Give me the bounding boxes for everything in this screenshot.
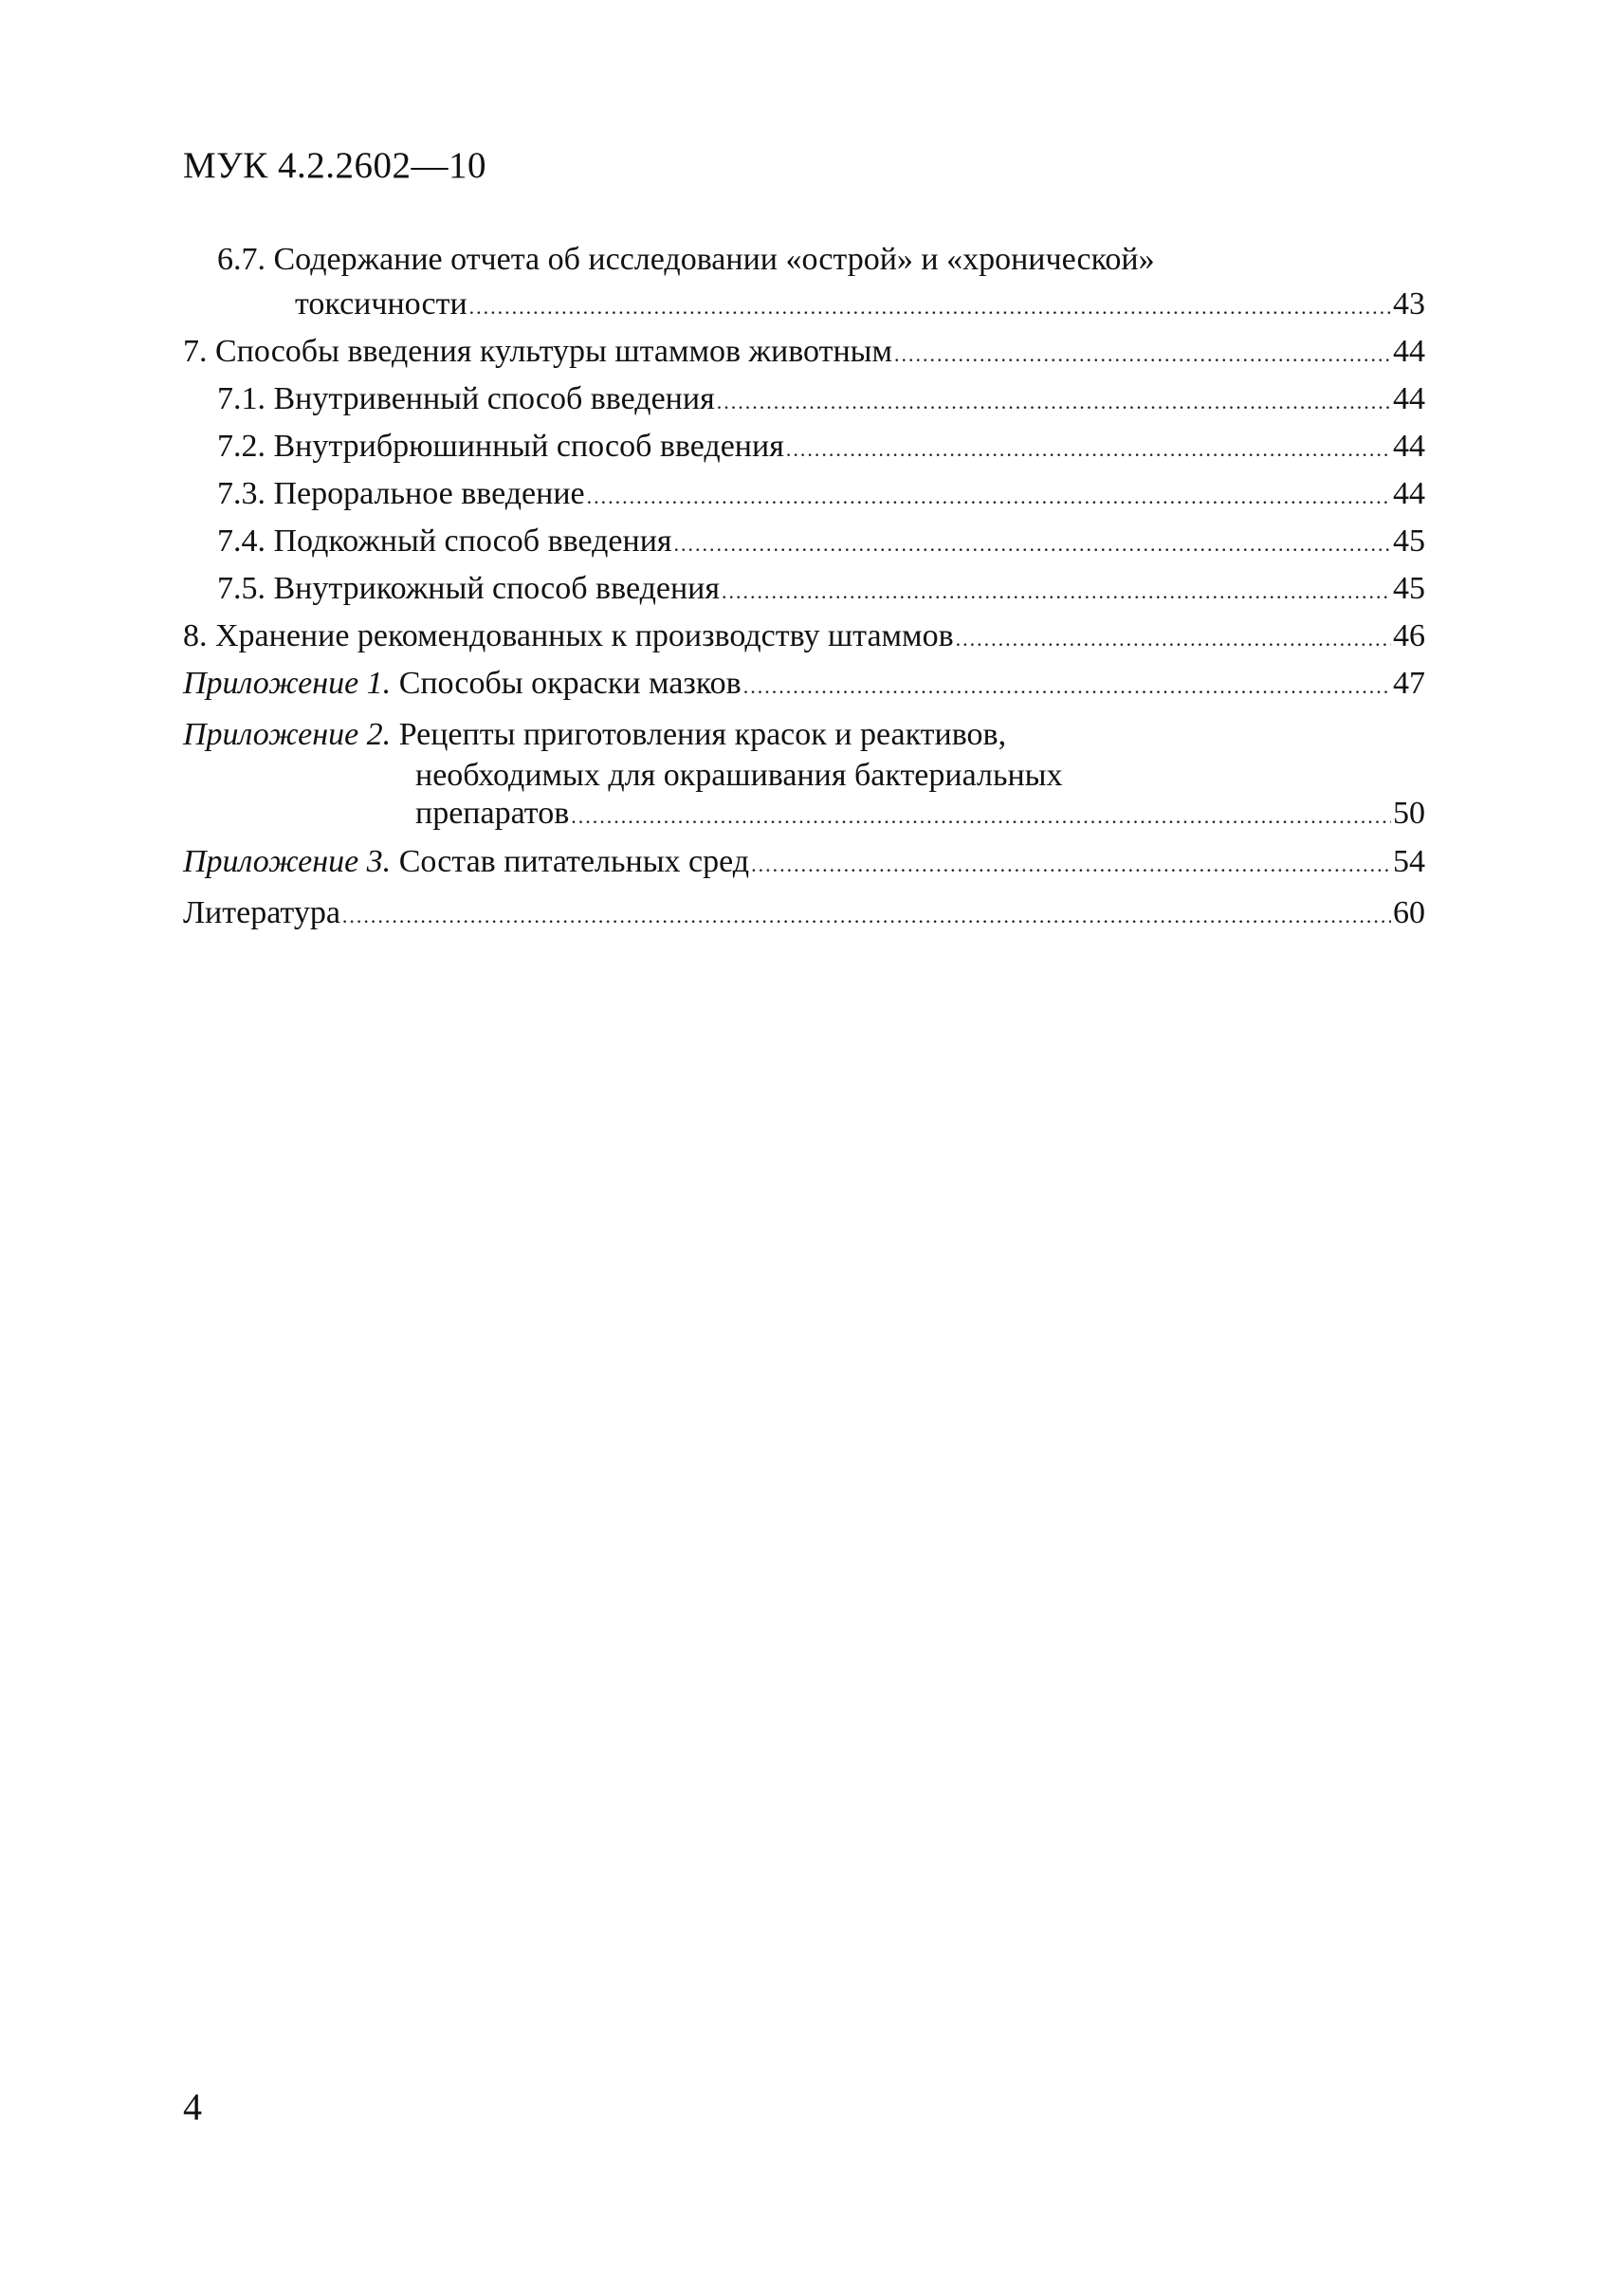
toc-page-number: 45 [1393, 523, 1425, 559]
toc-entry-title: 7. Способы введения культуры штаммов животным [183, 334, 892, 369]
toc-entry-7-1 [183, 377, 1425, 424]
toc-entry-title: 7.5. Внутрикожный способ введения [217, 571, 721, 606]
toc-entry-6-7 [183, 237, 1425, 329]
dot-leader [722, 569, 1391, 614]
toc-page-number: 60 [1393, 895, 1425, 930]
dot-leader [469, 285, 1391, 329]
toc-entry-title: 6.7. Содержание отчета об исследовании «острой» и «хронической» [217, 242, 1155, 277]
toc-appendix-2 [183, 712, 1425, 836]
toc-page-number: 45 [1393, 571, 1425, 606]
toc-entry-title: Рецепты приготовления красок и реактивов, [398, 717, 1007, 752]
toc-page-number: 44 [1393, 381, 1425, 416]
table-of-contents [183, 237, 1425, 938]
document-header: МУК 4.2.2602—10 [183, 145, 487, 186]
toc-page-number: 44 [1393, 429, 1425, 464]
toc-entry-title-continuation: препаратов [415, 796, 570, 831]
dot-leader [743, 664, 1391, 708]
toc-entry-title: 7.4. Подкожный способ введения [217, 523, 672, 559]
appendix-label: Приложение 3. [183, 844, 392, 879]
dot-leader [894, 332, 1391, 377]
toc-page-number: 47 [1393, 666, 1425, 701]
toc-entry-title-continuation: токсичности [295, 286, 467, 321]
toc-page-number: 54 [1393, 844, 1425, 879]
toc-page-number: 46 [1393, 618, 1425, 653]
toc-page-number: 50 [1393, 796, 1425, 831]
dot-leader [751, 842, 1391, 887]
toc-appendix-1 [183, 661, 1425, 708]
toc-entry-title: 7.2. Внутрибрюшинный способ введения [217, 429, 784, 464]
dot-leader [786, 427, 1391, 471]
dot-leader [587, 474, 1391, 519]
page-number: 4 [183, 2085, 202, 2128]
toc-entry-title: 8. Хранение рекомендованных к производству штаммов [183, 618, 954, 653]
toc-page-number: 44 [1393, 334, 1425, 369]
toc-entry-title-continuation: необходимых для окрашивания бактериальных [415, 758, 1063, 793]
toc-entry-7-2 [183, 424, 1425, 471]
toc-entry-title: Состав питательных сред [398, 844, 750, 879]
toc-entry-7-5 [183, 566, 1425, 614]
toc-literature [183, 891, 1425, 938]
dot-leader [571, 798, 1391, 836]
toc-entry-7 [183, 329, 1425, 377]
toc-entry-title: Способы окраски мазков [398, 666, 742, 701]
toc-entry-title: 7.3. Пероральное введение [217, 476, 585, 511]
toc-entry-7-4 [183, 519, 1425, 566]
appendix-label: Приложение 1. [183, 666, 392, 701]
dot-leader [342, 893, 1391, 938]
toc-page-number: 44 [1393, 476, 1425, 511]
dot-leader [956, 616, 1391, 661]
toc-appendix-3 [183, 839, 1425, 887]
dot-leader [674, 522, 1391, 566]
dot-leader [717, 379, 1391, 424]
appendix-label: Приложение 2. [183, 717, 392, 752]
toc-page-number: 43 [1393, 286, 1425, 321]
toc-entry-title: 7.1. Внутривенный способ введения [217, 381, 715, 416]
toc-entry-8 [183, 614, 1425, 661]
toc-entry-7-3 [183, 471, 1425, 519]
toc-entry-title: Литература [183, 895, 340, 930]
